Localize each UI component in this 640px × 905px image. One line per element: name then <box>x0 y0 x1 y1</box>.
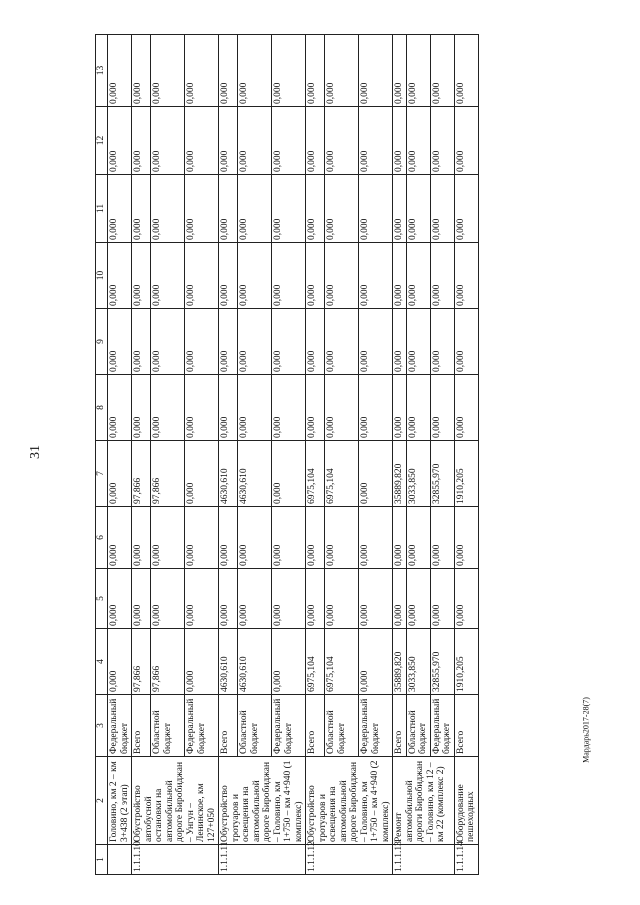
amount-cell: 0,000 <box>359 175 393 243</box>
measure-code <box>108 845 132 875</box>
table-row <box>238 35 272 875</box>
amount-cell: 32855,970 <box>430 441 454 507</box>
amount-cell: 0,000 <box>108 309 132 375</box>
amount-cell: 0,000 <box>272 629 306 695</box>
column-number: 6 <box>96 507 108 569</box>
amount-cell: 0,000 <box>185 309 219 375</box>
measure-code: 1.1.1.14 <box>454 845 478 875</box>
amount-cell: 0,000 <box>238 175 272 243</box>
amount-cell: 0,000 <box>454 309 478 375</box>
amount-cell: 0,000 <box>406 507 430 569</box>
amount-cell: 0,000 <box>185 441 219 507</box>
amount-cell: 0,000 <box>406 569 430 629</box>
amount-cell: 0,000 <box>132 175 151 243</box>
table-row <box>306 35 325 875</box>
table-row <box>393 35 407 875</box>
amount-cell: 0,000 <box>132 375 151 441</box>
measure-code: 1.1.1.10 <box>132 845 219 875</box>
measure-name: Обустройство тротуаров и освещения на автомобильной дороге Биробиджан – Головино, км 1+750 – км 4+940 (2 комплекс) <box>306 757 393 845</box>
amount-cell: 0,000 <box>325 175 359 243</box>
amount-cell: 0,000 <box>238 107 272 175</box>
column-number: 11 <box>96 175 108 243</box>
amount-cell: 0,000 <box>219 507 238 569</box>
amount-cell: 0,000 <box>151 375 185 441</box>
amount-cell: 0,000 <box>393 375 407 441</box>
amount-cell: 6975,104 <box>306 441 325 507</box>
funding-source: Всего <box>454 695 478 757</box>
amount-cell: 0,000 <box>306 569 325 629</box>
amount-cell: 0,000 <box>151 175 185 243</box>
column-number: 8 <box>96 375 108 441</box>
amount-cell: 0,000 <box>393 175 407 243</box>
amount-cell: 0,000 <box>306 375 325 441</box>
funding-source: Всего <box>306 695 325 757</box>
amount-cell: 4630,610 <box>219 441 238 507</box>
amount-cell: 0,000 <box>430 35 454 107</box>
amount-cell: 0,000 <box>393 243 407 309</box>
amount-cell: 0,000 <box>359 309 393 375</box>
amount-cell: 0,000 <box>430 569 454 629</box>
column-number: 4 <box>96 629 108 695</box>
amount-cell: 0,000 <box>406 107 430 175</box>
amount-cell: 0,000 <box>406 35 430 107</box>
amount-cell: 6975,104 <box>325 629 359 695</box>
amount-cell: 35889,820 <box>393 441 407 507</box>
amount-cell: 3033,850 <box>406 441 430 507</box>
amount-cell: 0,000 <box>185 175 219 243</box>
measure-code: 1.1.1.13 <box>393 845 455 875</box>
amount-cell: 0,000 <box>185 629 219 695</box>
amount-cell: 0,000 <box>272 107 306 175</box>
amount-cell: 0,000 <box>132 35 151 107</box>
measure-name: Оборудование пешеходных <box>454 757 478 845</box>
amount-cell: 0,000 <box>238 309 272 375</box>
column-number: 7 <box>96 441 108 507</box>
amount-cell: 0,000 <box>238 243 272 309</box>
amount-cell: 0,000 <box>359 569 393 629</box>
amount-cell: 0,000 <box>454 569 478 629</box>
amount-cell: 0,000 <box>238 35 272 107</box>
amount-cell: 0,000 <box>306 507 325 569</box>
amount-cell: 0,000 <box>325 35 359 107</box>
amount-cell: 0,000 <box>132 107 151 175</box>
amount-cell: 0,000 <box>219 569 238 629</box>
amount-cell: 0,000 <box>325 569 359 629</box>
amount-cell: 0,000 <box>151 309 185 375</box>
amount-cell: 0,000 <box>406 243 430 309</box>
amount-cell: 0,000 <box>454 107 478 175</box>
amount-cell: 0,000 <box>151 35 185 107</box>
amount-cell: 0,000 <box>393 569 407 629</box>
funding-source: Всего <box>393 695 407 757</box>
amount-cell: 0,000 <box>272 309 306 375</box>
amount-cell: 0,000 <box>219 35 238 107</box>
amount-cell: 0,000 <box>306 35 325 107</box>
funding-source: Областной бюджет <box>325 695 359 757</box>
amount-cell: 97,866 <box>151 441 185 507</box>
measure-name: Обустройство тротуаров и освещения на автомобильной дороге Биробиджан – Головино, км 1+750 – км 4+940 (1 комплекс) <box>219 757 306 845</box>
amount-cell: 0,000 <box>306 243 325 309</box>
amount-cell: 0,000 <box>108 441 132 507</box>
table-row <box>454 35 478 875</box>
amount-cell: 0,000 <box>325 507 359 569</box>
measure-name: Обустройство автобусной остановки на автомобильной дороге Биробиджан – Унгун – Ленинское, км 127+050 <box>132 757 219 845</box>
budget-table <box>95 34 479 875</box>
measure-code: 1.1.1.12 <box>306 845 393 875</box>
table-row <box>108 35 132 875</box>
funding-source: Всего <box>219 695 238 757</box>
amount-cell: 0,000 <box>108 569 132 629</box>
amount-cell: 0,000 <box>108 375 132 441</box>
amount-cell: 0,000 <box>359 507 393 569</box>
amount-cell: 0,000 <box>238 375 272 441</box>
funding-source: Всего <box>132 695 151 757</box>
amount-cell: 0,000 <box>359 629 393 695</box>
funding-source: Федеральный бюджет <box>272 695 306 757</box>
amount-cell: 0,000 <box>325 375 359 441</box>
funding-source: Федеральный бюджет <box>185 695 219 757</box>
column-number-row <box>96 35 108 875</box>
amount-cell: 0,000 <box>454 35 478 107</box>
column-number: 13 <box>96 35 108 107</box>
amount-cell: 0,000 <box>306 107 325 175</box>
amount-cell: 0,000 <box>185 35 219 107</box>
amount-cell: 0,000 <box>238 569 272 629</box>
amount-cell: 6975,104 <box>306 629 325 695</box>
amount-cell: 3033,850 <box>406 629 430 695</box>
amount-cell: 0,000 <box>272 243 306 309</box>
column-number: 5 <box>96 569 108 629</box>
amount-cell: 0,000 <box>406 375 430 441</box>
amount-cell: 0,000 <box>406 309 430 375</box>
amount-cell: 1910,205 <box>454 629 478 695</box>
amount-cell: 0,000 <box>185 507 219 569</box>
column-number: 2 <box>96 757 108 845</box>
amount-cell: 0,000 <box>359 107 393 175</box>
amount-cell: 0,000 <box>272 441 306 507</box>
amount-cell: 0,000 <box>393 107 407 175</box>
amount-cell: 0,000 <box>219 243 238 309</box>
amount-cell: 1910,205 <box>454 441 478 507</box>
amount-cell: 0,000 <box>306 309 325 375</box>
amount-cell: 0,000 <box>359 441 393 507</box>
column-number: 9 <box>96 309 108 375</box>
amount-cell: 0,000 <box>151 569 185 629</box>
amount-cell: 97,866 <box>132 441 151 507</box>
column-number: 1 <box>96 845 108 875</box>
table-row <box>406 35 430 875</box>
amount-cell: 0,000 <box>393 309 407 375</box>
amount-cell: 0,000 <box>108 243 132 309</box>
amount-cell: 0,000 <box>430 375 454 441</box>
amount-cell: 0,000 <box>272 507 306 569</box>
table-row <box>325 35 359 875</box>
amount-cell: 0,000 <box>151 107 185 175</box>
amount-cell: 0,000 <box>306 175 325 243</box>
amount-cell: 0,000 <box>151 243 185 309</box>
amount-cell: 0,000 <box>238 507 272 569</box>
amount-cell: 0,000 <box>454 175 478 243</box>
funding-source: Областной бюджет <box>406 695 430 757</box>
measure-name: Ремонт автомобильной дороги Биробиджан – Головино, км 12 – км 22 (комплекс 2) <box>393 757 455 845</box>
amount-cell: 0,000 <box>325 309 359 375</box>
rotated-page <box>95 35 615 875</box>
amount-cell: 0,000 <box>393 35 407 107</box>
amount-cell: 0,000 <box>219 175 238 243</box>
amount-cell: 0,000 <box>108 507 132 569</box>
amount-cell: 0,000 <box>219 107 238 175</box>
column-number: 12 <box>96 107 108 175</box>
amount-cell: 0,000 <box>272 175 306 243</box>
table-row <box>219 35 238 875</box>
table-row <box>151 35 185 875</box>
table-row <box>430 35 454 875</box>
funding-source: Федеральный бюджет <box>108 695 132 757</box>
amount-cell: 0,000 <box>325 243 359 309</box>
amount-cell: 0,000 <box>132 243 151 309</box>
table-row <box>132 35 151 875</box>
amount-cell: 97,866 <box>151 629 185 695</box>
amount-cell: 4630,610 <box>238 629 272 695</box>
table-row <box>359 35 393 875</box>
amount-cell: 0,000 <box>430 107 454 175</box>
amount-cell: 0,000 <box>185 107 219 175</box>
amount-cell: 0,000 <box>185 375 219 441</box>
amount-cell: 0,000 <box>108 629 132 695</box>
footer-code: Мардарь2017-28(7) <box>581 697 591 763</box>
column-number: 3 <box>96 695 108 757</box>
amount-cell: 4630,610 <box>238 441 272 507</box>
table-row <box>272 35 306 875</box>
table-row <box>185 35 219 875</box>
amount-cell: 0,000 <box>430 507 454 569</box>
amount-cell: 0,000 <box>325 107 359 175</box>
amount-cell: 0,000 <box>430 243 454 309</box>
amount-cell: 0,000 <box>185 569 219 629</box>
amount-cell: 0,000 <box>454 507 478 569</box>
amount-cell: 0,000 <box>359 243 393 309</box>
amount-cell: 0,000 <box>132 309 151 375</box>
measure-code: 1.1.1.11 <box>219 845 306 875</box>
funding-source: Федеральный бюджет <box>359 695 393 757</box>
funding-source: Федеральный бюджет <box>430 695 454 757</box>
amount-cell: 0,000 <box>108 35 132 107</box>
amount-cell: 0,000 <box>219 375 238 441</box>
amount-cell: 0,000 <box>272 35 306 107</box>
amount-cell: 0,000 <box>108 175 132 243</box>
amount-cell: 35889,820 <box>393 629 407 695</box>
amount-cell: 0,000 <box>185 243 219 309</box>
column-number: 10 <box>96 243 108 309</box>
amount-cell: 0,000 <box>219 309 238 375</box>
amount-cell: 0,000 <box>151 507 185 569</box>
amount-cell: 0,000 <box>406 175 430 243</box>
amount-cell: 4630,610 <box>219 629 238 695</box>
amount-cell: 0,000 <box>454 375 478 441</box>
amount-cell: 0,000 <box>132 569 151 629</box>
amount-cell: 0,000 <box>359 375 393 441</box>
funding-source: Областной бюджет <box>238 695 272 757</box>
amount-cell: 0,000 <box>108 107 132 175</box>
amount-cell: 0,000 <box>430 309 454 375</box>
amount-cell: 6975,104 <box>325 441 359 507</box>
measure-name: Головино, км 2 – км 3+438 (2 этап) <box>108 757 132 845</box>
amount-cell: 0,000 <box>393 507 407 569</box>
amount-cell: 0,000 <box>359 35 393 107</box>
funding-source: Областной бюджет <box>151 695 185 757</box>
amount-cell: 97,866 <box>132 629 151 695</box>
amount-cell: 0,000 <box>132 507 151 569</box>
amount-cell: 32855,970 <box>430 629 454 695</box>
amount-cell: 0,000 <box>454 243 478 309</box>
amount-cell: 0,000 <box>272 375 306 441</box>
page-number: 31 <box>28 445 43 459</box>
amount-cell: 0,000 <box>430 175 454 243</box>
amount-cell: 0,000 <box>272 569 306 629</box>
